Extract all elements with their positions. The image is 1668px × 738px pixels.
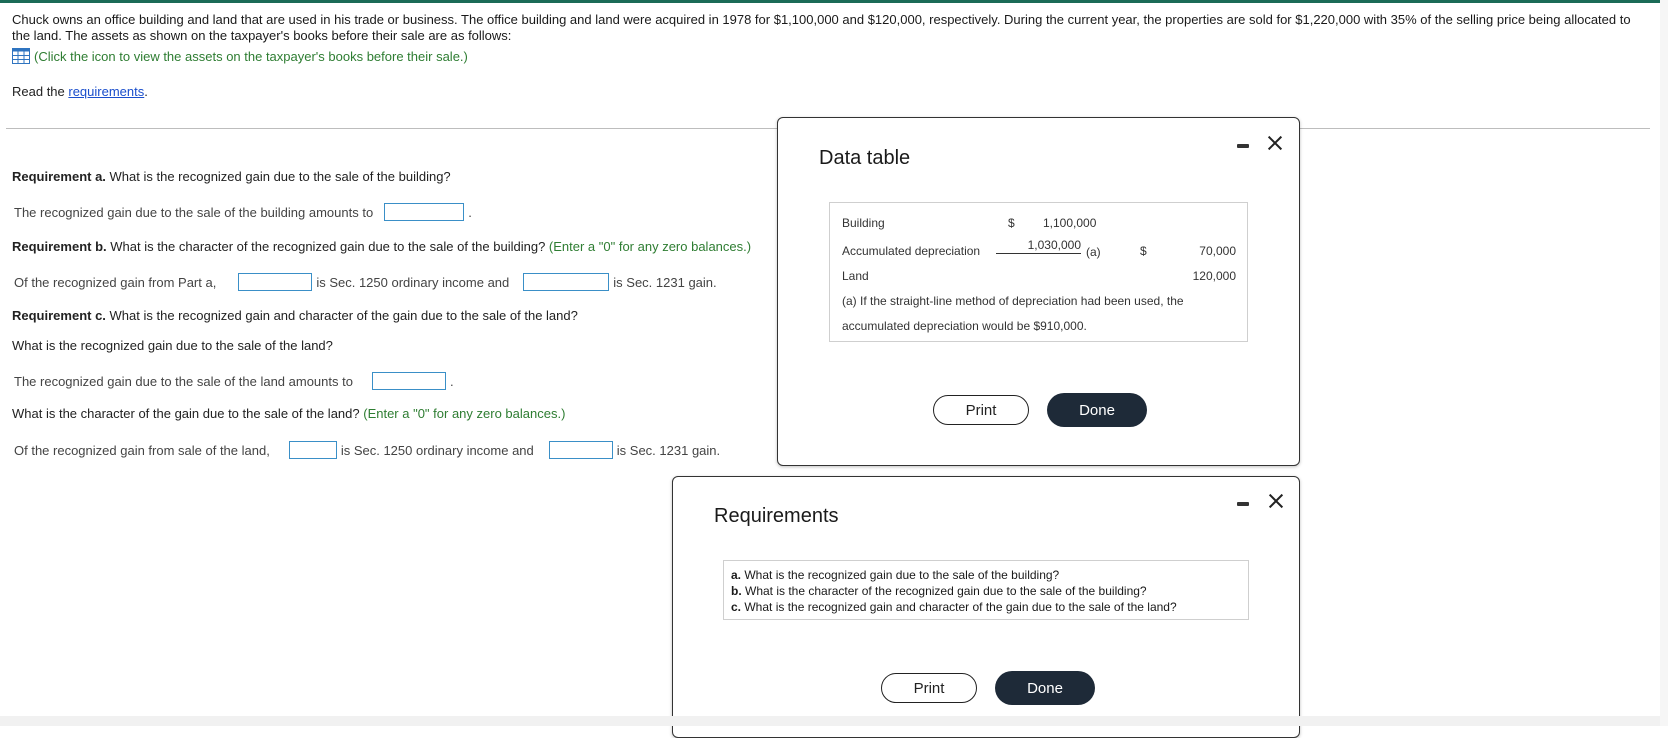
req-b-question [12,239,751,254]
requirement-item-b [731,583,1241,599]
req-a-answer-row [14,203,472,221]
requirements-done-button[interactable]: Done [995,671,1095,705]
req-c-label: Requirement c. [12,308,106,323]
view-assets-link[interactable] [12,48,468,64]
req-c-end: is Sec. 1231 gain. [616,442,721,458]
land-value: 120,000 [1192,269,1236,283]
req-c-answer1-row [14,372,454,390]
building-gain-input[interactable] [384,203,464,221]
data-table-title: Data table [819,147,911,169]
requirement-b-text: What is the character of the recognized gain due to the sale of the building? [741,584,1147,598]
req-a-question [12,169,451,184]
req-c-answer2-prefix: Of the recognized gain from sale of the land, [14,442,270,458]
req-b-hint: (Enter a "0" for any zero balances.) [545,239,752,254]
req-b-answer-row [14,273,717,291]
req-c-answer1-suffix: . [449,373,454,389]
land-1250-input[interactable] [289,441,337,459]
req-b-label: Requirement b. [12,239,107,254]
requirement-c-label: c. [731,600,742,614]
req-a-text: What is the recognized gain due to the sale of the building? [105,169,451,184]
req-c-text: What is the recognized gain and character of the gain due to the sale of the land? [105,308,578,323]
requirements-link[interactable]: requirements [68,84,145,99]
footnote-line1: (a) If the straight-line method of depreciation had been used, the [842,294,1184,308]
view-assets-text[interactable]: (Click the icon to view the assets on the taxpayer's books before their sale.) [34,48,468,64]
right-scrollbar[interactable] [1660,0,1668,726]
minimize-icon[interactable] [1237,502,1249,506]
accum-dep-note: (a) [1086,245,1101,259]
read-suffix: . [144,84,148,99]
requirements-print-button[interactable]: Print [881,673,977,703]
building-1250-input[interactable] [238,273,312,291]
req-b-text: What is the character of the recognized gain due to the sale of the building? [106,239,546,254]
req-b-end: is Sec. 1231 gain. [613,274,717,290]
land-1231-input[interactable] [549,441,613,459]
minimize-icon[interactable] [1237,144,1249,148]
problem-intro: Chuck owns an office building and land that are used in his trade or business. The office building and land were acquired in 1978 for $1,100,000 and $120,000, respectively. During the current year, the properties are sold for $1,220,000 with 35% of the selling price being allocated to the land. The assets as shown on the taxpayer's books before their sale are as follows: [12,12,1631,43]
accum-dep-value: 1,030,000 [996,238,1081,254]
data-table [829,202,1248,342]
req-a-label: Requirement a. [12,169,106,184]
read-prefix: Read the [12,84,69,99]
building-1231-input[interactable] [523,273,609,291]
close-icon[interactable] [1267,492,1285,510]
req-b-answer-prefix: Of the recognized gain from Part a, [14,274,217,290]
requirement-c-text: What is the recognized gain and character of the gain due to the sale of the land? [741,600,1177,614]
req-c-hint: (Enter a "0" for any zero balances.) [359,406,566,421]
accum-dep-label: Accumulated depreciation [842,244,981,258]
req-c-sub2 [12,406,565,421]
building-value: 1,100,000 [1043,216,1097,230]
requirement-item-a [731,567,1241,583]
requirement-item-c [731,599,1241,615]
land-gain-input[interactable] [372,372,446,390]
building-label: Building [842,216,885,230]
requirement-b-label: b. [731,584,742,598]
req-c-answer1-prefix: The recognized gain due to the sale of the land amounts to [14,373,353,389]
footnote-line2: accumulated depreciation would be $910,000. [842,319,1087,333]
top-accent-bar [0,0,1668,3]
req-c-sub1: What is the recognized gain due to the sale of the land? [12,338,333,353]
req-c-question [12,308,578,323]
req-c-answer2-row [14,441,720,459]
requirement-a-text: What is the recognized gain due to the sale of the building? [741,568,1060,582]
req-a-answer-suffix: . [468,204,472,220]
requirements-list [723,560,1249,620]
req-c-sub2-text: What is the character of the gain due to the sale of the land? [12,406,360,421]
req-b-mid: is Sec. 1250 ordinary income and [316,274,510,290]
data-table-done-button[interactable]: Done [1047,393,1147,427]
read-requirements-row [12,84,148,99]
accum-dollar: $ [1140,244,1147,258]
close-icon[interactable] [1266,134,1284,152]
data-table-print-button[interactable]: Print [933,395,1029,425]
requirements-title: Requirements [714,505,839,527]
land-label: Land [842,269,869,283]
requirement-a-label: a. [731,568,742,582]
bottom-scroll-area [0,716,1668,726]
req-a-answer-prefix: The recognized gain due to the sale of the building amounts to [14,204,374,220]
req-c-mid: is Sec. 1250 ordinary income and [340,442,534,458]
building-net-value: 70,000 [1199,244,1236,258]
building-dollar: $ [1008,216,1015,230]
table-grid-icon[interactable] [12,48,30,64]
